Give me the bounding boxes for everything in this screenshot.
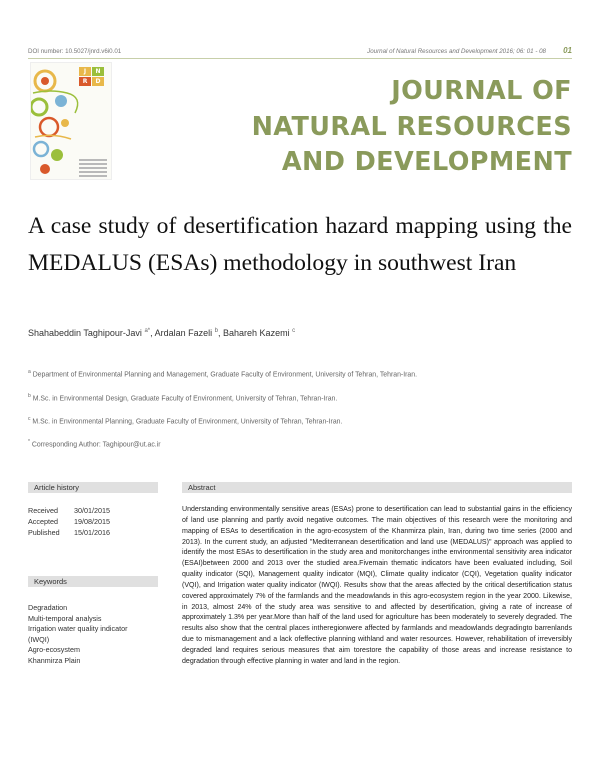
keyword-item: (IWQI) xyxy=(28,634,50,644)
journal-title-line: JOURNAL OF xyxy=(391,76,572,106)
doi-number: DOI number: 10.5027/jnrd.v6i0.01 xyxy=(28,48,122,55)
author-name: Ardalan Fazeli xyxy=(154,328,213,338)
cover-logo-letter: R xyxy=(79,77,91,86)
cover-text-lines xyxy=(79,159,107,179)
article-history-heading: Article history xyxy=(28,482,158,493)
cover-logo-letter: D xyxy=(92,77,104,86)
journal-title-line: AND DEVELOPMENT xyxy=(281,147,572,177)
author-affiliation-mark: b xyxy=(214,328,219,334)
history-row: Published 15/01/2016 xyxy=(28,528,110,537)
corresponding-author: * Corresponding Author: Taghipour@ut.ac.ir xyxy=(28,439,161,449)
keyword-item: Agro-ecosystem xyxy=(28,645,80,654)
page-number: 01 xyxy=(563,46,572,55)
journal-citation: Journal of Natural Resources and Development 2016; 06: 01 - 08 xyxy=(367,48,546,55)
article-history-list xyxy=(28,505,110,538)
history-row: Received 30/01/2015 xyxy=(28,506,110,515)
author-name: Bahareh Kazemi xyxy=(223,328,290,338)
journal-cover-image xyxy=(30,62,112,180)
keywords-heading: Keywords xyxy=(28,576,158,587)
article-title: A case study of desertification hazard mapping using the MEDALUS (ESAs) methodology in southwest Iran xyxy=(28,213,572,276)
author-list: Shahabeddin Taghipour-Javi $^{a*}$, Ardalan Fazeli $^b$, Bahareh Kazemi $^c$ xyxy=(28,328,296,338)
keyword-item: Irrigation water quality indicator xyxy=(28,624,128,633)
abstract-heading: Abstract xyxy=(182,482,572,493)
keywords-list xyxy=(28,603,160,666)
journal-title xyxy=(252,74,572,181)
abstract-text: Understanding environmentally sensitive areas (ESAs) prone to desertification can lead to substantial gains in the efficiency of land use planning and partly avoid negative outcomes. The main objectives of this research were the monitoring and mapping of ESAs to desertification in the agro-ecosystem of the Khanmirza plain, Iran, during two time series (2000 and 2013). In the current study, an adjusted "Mediterranean desertification and land use (MEDALUS)" approach was applied to identify the most ESAs to desertification in the study area and monitorchanges inthe environmental sensitivity area indicator (ESAI)between 2000 and 2013 over the studied area.Fivemain thematic indicators have been evaluated including, Soil quality indicator (SQI), Management quality indicator (MQI), Climate quality indicator (CQI), Vegetation quality indicator (VQI), and Irrigation water quality indicator (IWQI). Results show that the areas affected by the critical desertification status covered approximately 7% of the farmlands and the meadowlands in this agro-ecosystem region in the year 2000. Likewise, in 2013, almost 24% of the study area was sensitive to and affected by desertification, giving a rate of increase of approximately 1.3% per year.More than half of the land used for agriculture has been moderately to severely degraded. The results also show that the central places intheregionwere affected by farmlands and meadowlands degradingto barrenlands due to mismanagement and a lack ofeffective planning withland and water resources. However, rehabilitation of irreversibly degraded land requires serious measures that aim torestore the capability of those areas and increase resistance to degradation through effective planning in water and land in the region. xyxy=(182,506,572,665)
header-divider xyxy=(28,58,572,59)
keyword-item: Khanmirza Plain xyxy=(28,655,81,665)
affiliation-c: $^c$ M.Sc. in Environmental Planning, Graduate Faculty of Environment, University of Tehran, Tehran-Iran. xyxy=(28,416,343,426)
keyword-item: Degradation xyxy=(28,603,68,612)
cover-logo-letter: J xyxy=(79,67,91,76)
history-row: Accepted 19/08/2015 xyxy=(28,517,110,526)
keyword-item: Multi-temporal analysis xyxy=(28,613,102,623)
affiliation-b: $^b$ M.Sc. in Environmental Design, Graduate Faculty of Environment, University of Tehran, Tehran-Iran. xyxy=(28,393,338,403)
author-name: Shahabeddin Taghipour-Javi xyxy=(28,328,142,338)
affiliation-a: $^a$ Department of Environmental Planning and Management, Graduate Faculty of Environment, University of Tehran, Tehran-Iran. xyxy=(28,369,417,379)
cover-logo-letter: N xyxy=(92,67,104,76)
author-affiliation-mark: c xyxy=(292,328,296,334)
journal-title-line: NATURAL RESOURCES xyxy=(251,111,572,142)
author-affiliation-mark: a* xyxy=(144,328,151,334)
cover-logo xyxy=(79,67,104,86)
